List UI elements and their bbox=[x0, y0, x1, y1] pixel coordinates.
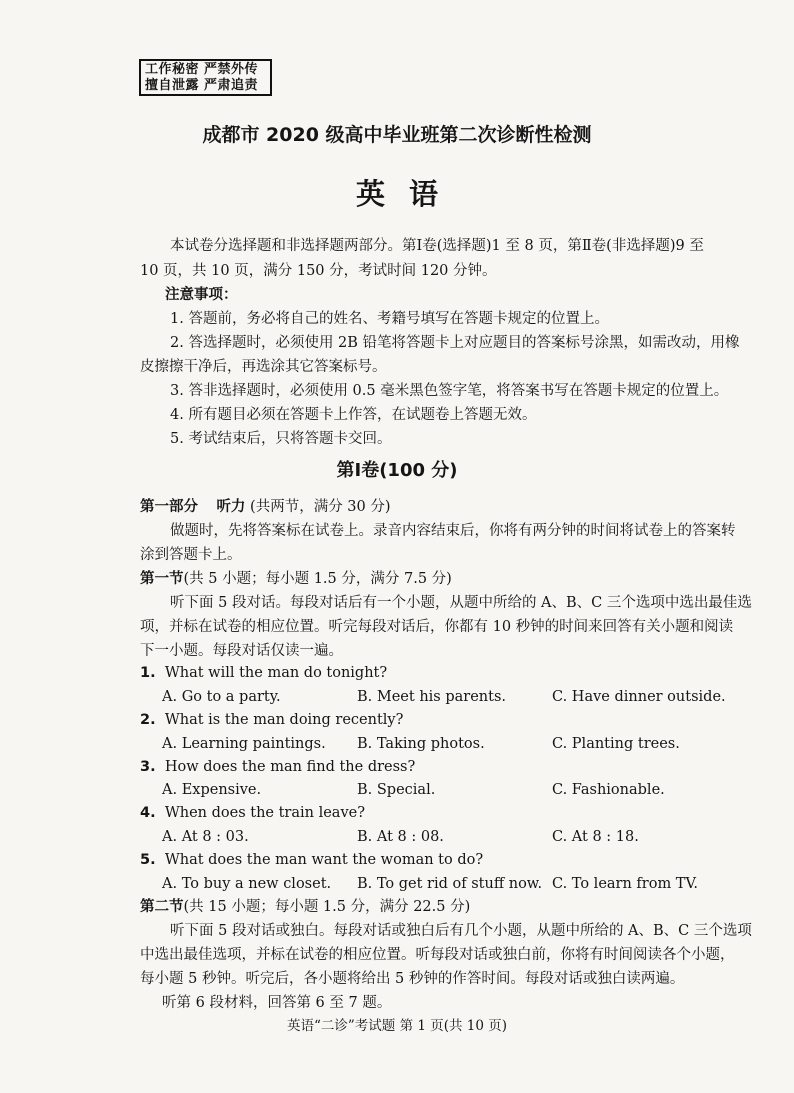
confidential-stamp bbox=[139, 59, 272, 96]
q1-option-a: A. Go to a party. bbox=[162, 689, 281, 705]
question-number: 5. bbox=[140, 852, 156, 868]
notice-heading: 注意事项： bbox=[165, 287, 238, 303]
question-number: 4. bbox=[140, 805, 156, 821]
page-footer: 英语“二诊”考试题 第 1 页(共 10 页) bbox=[286, 1018, 508, 1034]
part1-label: 第一部分 bbox=[140, 499, 198, 515]
q4-option-a: A. At 8 : 03. bbox=[162, 829, 249, 845]
question-number: 2. bbox=[140, 712, 156, 728]
question-1 bbox=[140, 663, 387, 683]
q1-option-c: C. Have dinner outside. bbox=[552, 689, 726, 705]
notice-item-2: 2. 答选择题时，必须使用 2B 铅笔将答题卡上对应题目的答案标号涂黑，如需改动，用橡 bbox=[170, 335, 740, 351]
intro-line-1: 本试卷分选择题和非选择题两部分。第Ⅰ卷(选择题)1 至 8 页，第Ⅱ卷(非选择题)9 至 bbox=[170, 238, 704, 254]
part1-instruction-2: 涂到答题卡上。 bbox=[140, 547, 242, 563]
q1-option-b: B. Meet his parents. bbox=[357, 689, 507, 705]
section2-label: 第二节 bbox=[140, 899, 184, 915]
section1-instruction-1: 听下面 5 段对话。每段对话后有一个小题，从题中所给的 A、B、C 三个选项中选出最佳选 bbox=[170, 595, 752, 611]
section1-instruction-3: 下一小题。每段对话仅读一遍。 bbox=[140, 643, 343, 659]
question-text: What is the man doing recently? bbox=[164, 712, 404, 728]
section1-note: (共 5 小题；每小题 1.5 分，满分 7.5 分) bbox=[183, 571, 452, 587]
question-text: How does the man find the dress? bbox=[164, 759, 416, 775]
intro-line-2: 10 页，共 10 页，满分 150 分，考试时间 120 分钟。 bbox=[140, 263, 497, 279]
q2-option-c: C. Planting trees. bbox=[552, 736, 680, 752]
part1-title: 听力 bbox=[216, 499, 246, 515]
question-3 bbox=[140, 757, 415, 777]
section2-note: (共 15 小题；每小题 1.5 分，满分 22.5 分) bbox=[183, 899, 471, 915]
q3-option-c: C. Fashionable. bbox=[552, 782, 665, 798]
section2-heading bbox=[140, 897, 470, 917]
question-2 bbox=[140, 710, 403, 730]
notice-item-2-cont: 皮擦擦干净后，再选涂其它答案标号。 bbox=[140, 359, 387, 375]
q3-option-a: A. Expensive. bbox=[162, 782, 262, 798]
q5-option-b: B. To get rid of stuff now. bbox=[357, 876, 543, 892]
question-number: 1. bbox=[140, 665, 156, 681]
question-5 bbox=[140, 850, 483, 870]
notice-item-1: 1. 答题前，务必将自己的姓名、考籍号填写在答题卡规定的位置上。 bbox=[170, 311, 609, 327]
q2-option-a: A. Learning paintings. bbox=[162, 736, 326, 752]
section2-instruction-3: 每小题 5 秒钟。听完后，各小题将给出 5 秒钟的作答时间。每段对话或独白读两遍。 bbox=[140, 971, 685, 987]
q3-option-b: B. Special. bbox=[357, 782, 436, 798]
q4-option-b: B. At 8 : 08. bbox=[357, 829, 444, 845]
q5-option-a: A. To buy a new closet. bbox=[162, 876, 332, 892]
section1-instruction-2: 项，并标在试卷的相应位置。听完每段对话后，你都有 10 秒钟的时间来回答有关小题和阅读 bbox=[140, 619, 734, 635]
volume-title: 第Ⅰ卷(100 分) bbox=[336, 460, 458, 481]
subject-title: 英语 bbox=[355, 177, 462, 211]
notice-item-5: 5. 考试结束后，只将答题卡交回。 bbox=[170, 431, 392, 447]
section2-next-material: 听第 6 段材料，回答第 6 至 7 题。 bbox=[162, 995, 392, 1011]
part1-instruction-1: 做题时，先将答案标在试卷上。录音内容结束后，你将有两分钟的时间将试卷上的答案转 bbox=[170, 523, 736, 539]
q4-option-c: C. At 8 : 18. bbox=[552, 829, 639, 845]
question-text: What does the man want the woman to do? bbox=[164, 852, 484, 868]
part1-note: (共两节，满分 30 分) bbox=[250, 499, 391, 515]
section1-label: 第一节 bbox=[140, 571, 184, 587]
notice-item-4: 4. 所有题目必须在答题卡上作答，在试题卷上答题无效。 bbox=[170, 407, 537, 423]
part1-heading bbox=[140, 497, 391, 517]
stamp-line-2: 擅自泄露 严肃追责 bbox=[145, 78, 259, 93]
question-number: 3. bbox=[140, 759, 156, 775]
question-text: What will the man do tonight? bbox=[164, 665, 388, 681]
stamp-line-1: 工作秘密 严禁外传 bbox=[145, 62, 259, 77]
q5-option-c: C. To learn from TV. bbox=[552, 876, 699, 892]
notice-item-3: 3. 答非选择题时，必须使用 0.5 毫米黑色签字笔，将答案书写在答题卡规定的位置上。 bbox=[170, 383, 729, 399]
q2-option-b: B. Taking photos. bbox=[357, 736, 485, 752]
question-text: When does the train leave? bbox=[164, 805, 365, 821]
question-4 bbox=[140, 803, 365, 823]
section2-instruction-1: 听下面 5 段对话或独白。每段对话或独白后有几个小题，从题中所给的 A、B、C 三个选项 bbox=[170, 923, 752, 939]
section1-heading bbox=[140, 569, 452, 589]
section2-instruction-2: 中选出最佳选项，并标在试卷的相应位置。听每段对话或独白前，你将有时间阅读各个小题， bbox=[140, 947, 735, 963]
exam-title: 成都市 2020 级高中毕业班第二次诊断性检测 bbox=[202, 124, 592, 146]
